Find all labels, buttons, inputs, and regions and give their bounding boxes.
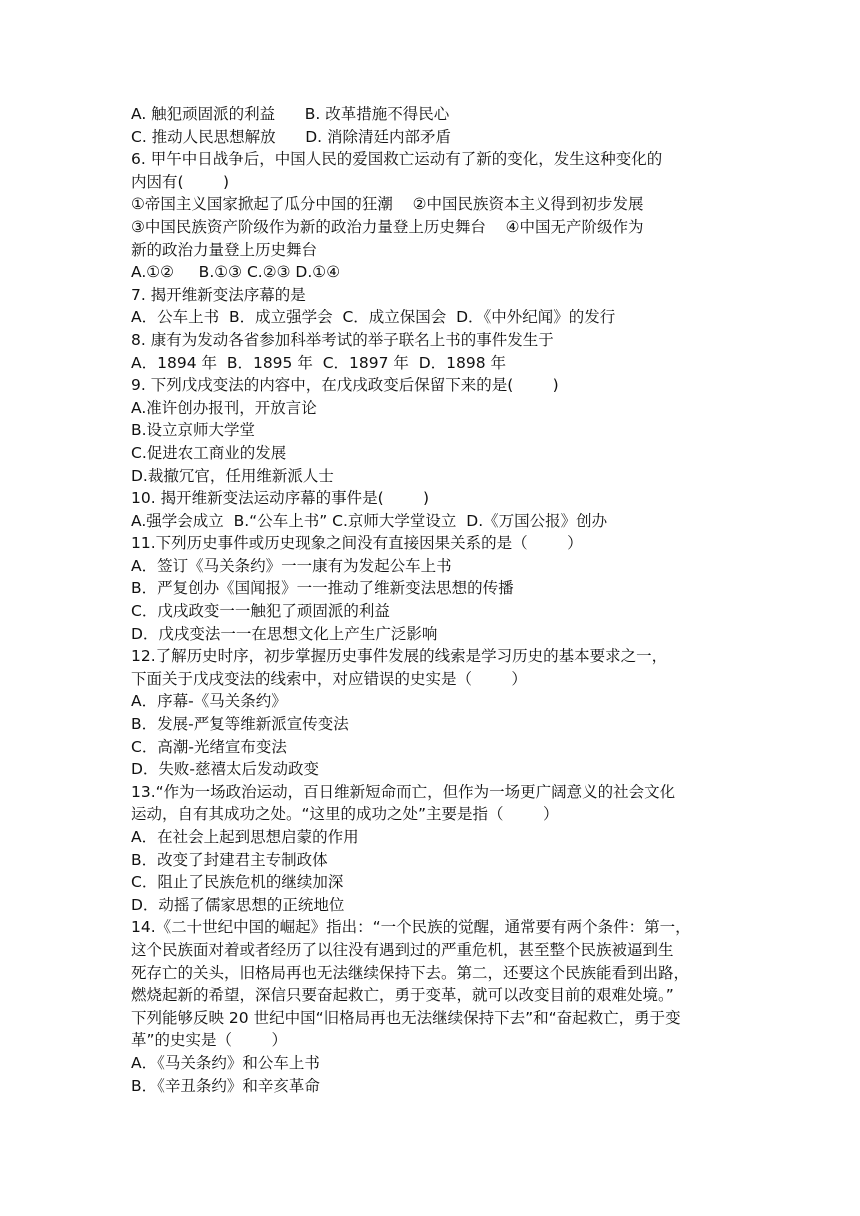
q14-stem-line2: 这个民族面对着或者经历了以往没有遇到过的严重危机，甚至整个民族被逼到生 — [131, 940, 674, 959]
q13-option-b: B．改变了封建君主专制政体 — [131, 850, 328, 869]
q12-option-d: D．失败-慈禧太后发动政变 — [131, 760, 320, 779]
q14-stem-line5: 下列能够反映 20 世纪中国“旧格局再也无法继续保持下去”和“奋起救亡，勇于变 — [131, 1008, 681, 1027]
q14-stem-line6: 革”的史实是（ ） — [131, 1031, 287, 1050]
q12-option-b: B．发展-严复等维新派宣传变法 — [131, 715, 349, 734]
q11-option-a: A．签订《马关条约》一一康有为发起公车上书 — [131, 556, 452, 575]
q5-options-ab: A. 触犯顽固派的利益 B. 改革措施不得民心 — [131, 105, 450, 123]
q12-option-c: C．高潮-光绪宣布变法 — [131, 737, 287, 756]
document-page — [131, 103, 731, 1097]
q12-stem-line1: 12.了解历史时序，初步掌握历史事件发展的线索是学习历史的基本要求之一， — [131, 647, 668, 666]
q14-stem-line1: 14.《二十世纪中国的崛起》指出：“一个民族的觉醒，通常要有两个条件：第一， — [131, 918, 691, 937]
q12-option-a: A．序幕-《马关条约》 — [131, 692, 287, 711]
q6-statements-line2: ③中国民族资产阶级作为新的政治力量登上历史舞台 ④中国无产阶级作为 — [131, 217, 644, 236]
q10-options: A.强学会成立 B.“公车上书” C.京师大学堂设立 D.《万国公报》创办 — [131, 511, 608, 530]
q6-options: A.①② B.①③ C.②③ D.①④ — [131, 263, 341, 282]
q6-stem-line1: 6. 甲午中日战争后，中国人民的爱国救亡运动有了新的变化，发生这种变化的 — [131, 150, 663, 169]
q10-stem: 10. 揭开维新变法运动序幕的事件是( ) — [131, 489, 430, 508]
q11-stem: 11.下列历史事件或历史现象之间没有直接因果关系的是（ ） — [131, 534, 583, 553]
q9-option-b: B.设立京师大学堂 — [131, 421, 256, 440]
q13-stem-line2: 运动，自有其成功之处。“这里的成功之处”主要是指（ ） — [131, 805, 559, 824]
q13-option-c: C．阻止了民族危机的继续加深 — [131, 873, 344, 892]
q9-option-a: A.准许创办报刊，开放言论 — [131, 398, 317, 417]
q14-option-a: A．《马关条约》和公车上书 — [131, 1053, 320, 1072]
q8-stem: 8. 康有为发动各省参加科举考试的举子联名上书的事件发生于 — [131, 330, 554, 349]
q13-option-a: A．在社会上起到思想启蒙的作用 — [131, 828, 359, 846]
q6-stem-line2: 内因有( ) — [131, 172, 230, 191]
q7-options: A．公车上书 B．成立强学会 C．成立保国会 D．《中外纪闻》的发行 — [131, 308, 616, 327]
q5-options-cd: C. 推动人民思想解放 D. 消除清廷内部矛盾 — [131, 127, 452, 146]
q7-stem: 7. 揭开维新变法序幕的是 — [131, 285, 306, 304]
q13-stem-line1: 13.“作为一场政治运动，百日维新短命而亡，但作为一场更广阔意义的社会文化 — [131, 782, 676, 801]
q11-option-c: C．戊戌政变一一触犯了顽固派的利益 — [131, 602, 390, 621]
q14-option-b: B．《辛丑条约》和辛亥革命 — [131, 1076, 320, 1095]
q14-stem-line3: 死存亡的关头，旧格局再也无法继续保持下去。第二，还要这个民族能看到出路， — [131, 963, 690, 982]
q14-stem-line4: 燃烧起新的希望，深信只要奋起救亡，勇于变革，就可以改变目前的艰难处境。” — [131, 986, 674, 1005]
q8-options: A．1894 年 B．1895 年 C．1897 年 D．1898 年 — [131, 353, 507, 372]
q9-option-d: D.裁撤冗官，任用维新派人士 — [131, 466, 334, 485]
q6-statements-line3: 新的政治力量登上历史舞台 — [131, 240, 318, 259]
q13-option-d: D．动摇了儒家思想的正统地位 — [131, 895, 345, 914]
q12-stem-line2: 下面关于戊戌变法的线索中，对应错误的史实是（ ） — [131, 669, 527, 688]
q9-option-c: C.促进农工商业的发展 — [131, 443, 287, 462]
q6-statements-line1: ①帝国主义国家掀起了瓜分中国的狂潮 ②中国民族资本主义得到初步发展 — [131, 195, 644, 214]
q11-option-b: B．严复创办《国闻报》一一推动了维新变法思想的传播 — [131, 579, 514, 598]
q11-option-d: D．戊戌变法一一在思想文化上产生广泛影响 — [131, 624, 438, 643]
q9-stem: 9. 下列戊戌变法的内容中，在戊戌政变后保留下来的是( ) — [131, 376, 559, 395]
